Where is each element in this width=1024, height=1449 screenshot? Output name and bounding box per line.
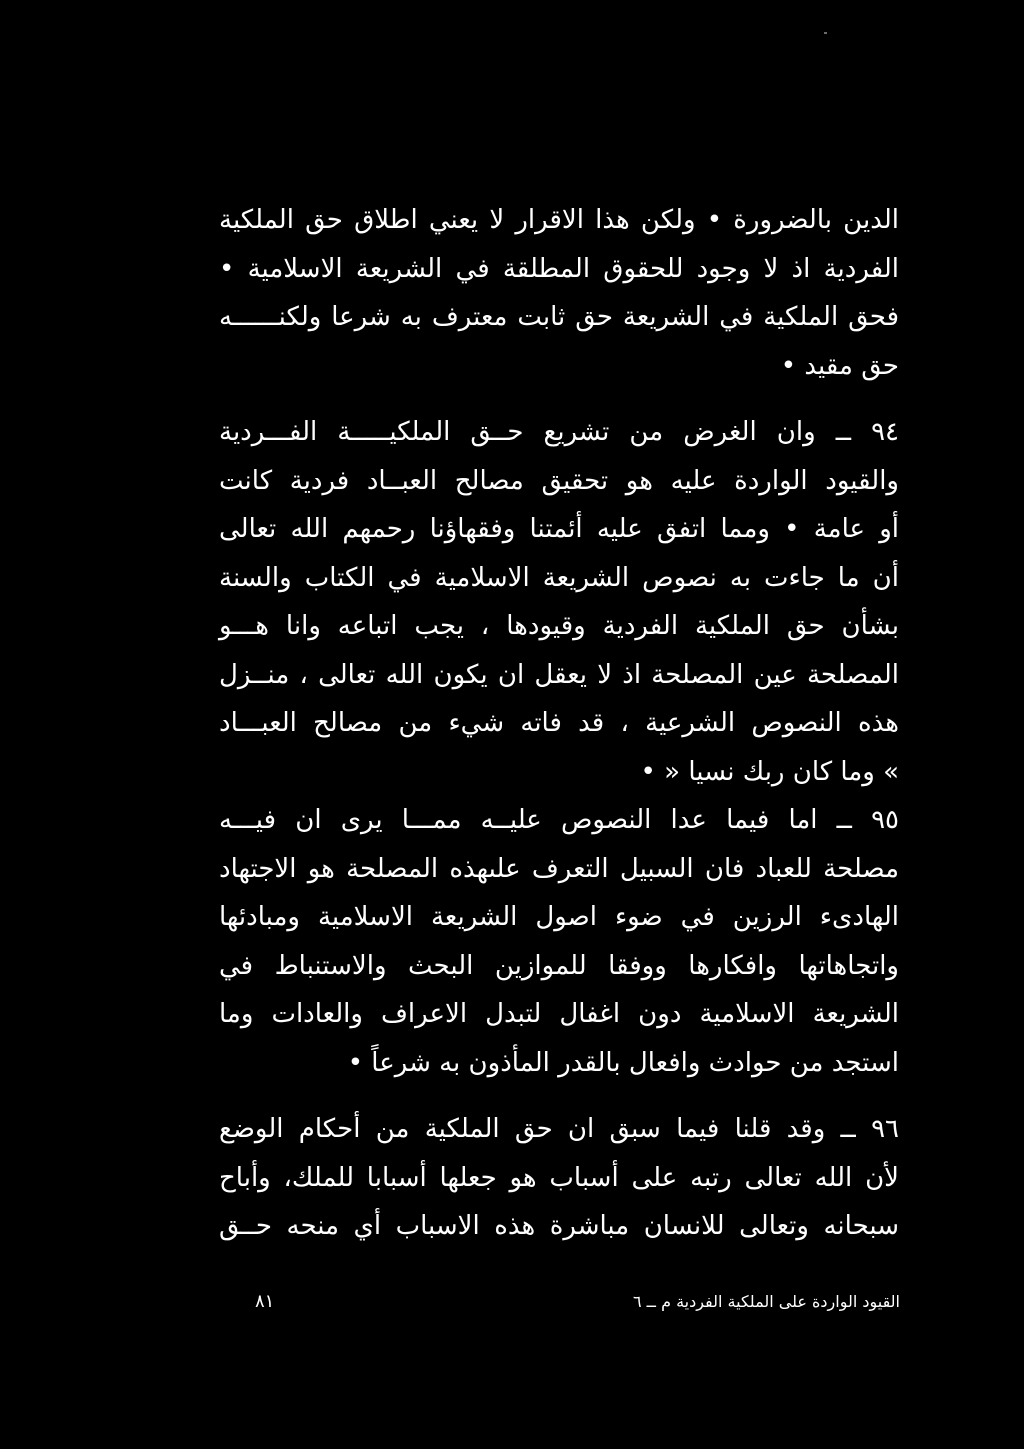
text-line: ٩٥ ــ اما فيما عدا النصوص عليــه ممـــا يرى ان فيـــه [219, 805, 899, 835]
paragraph-95 [219, 796, 899, 1087]
page-number: ٨١ [255, 1290, 275, 1312]
text-line: الفردية اذ لا وجود للحقوق المطلقة في الشريعة الاسلامية • [219, 253, 899, 284]
text-line: الدين بالضرورة • ولكن هذا الاقرار لا يعني اطلاق حق الملكية [219, 205, 899, 235]
text-line: بشأن حق الملكية الفردية وقيودها ، يجب اتباعه وانا هـــو [219, 611, 899, 641]
text-line: المصلحة عين المصلحة اذ لا يعقل ان يكون الله تعالى ، منــزل [219, 659, 899, 690]
text-line: مصلحة للعباد فان السبيل التعرف علىهذه المصلحة هو الاجتهاد [219, 853, 899, 884]
text-line: » وما كان ربك نسيا « • [640, 756, 899, 787]
text-line: ٩٤ ــ وان الغرض من تشريع حــق الملكيـــــة الفـــردية [219, 417, 899, 447]
text-line: واتجاهاتها وافكارها ووفقا للموازين البحث والاستنباط في [219, 950, 899, 981]
text-line: استجد من حوادث وافعال بالقدر المأذون به شرعاً • [347, 1047, 899, 1078]
paragraph-94 [219, 408, 899, 796]
text-line: والقيود الواردة عليه هو تحقيق مصالح العبــاد فردية كانت [219, 465, 899, 496]
page-footer [255, 1286, 900, 1316]
text-line: الهادىء الرزين في ضوء اصول الشريعة الاسلامية ومبادئها [219, 902, 899, 932]
text-line: حق مقيد • [780, 350, 899, 381]
paragraph-intro [219, 196, 899, 390]
text-line: فحق الملكية في الشريعة حق ثابت معترف به شرعا ولكنــــــه [219, 302, 899, 332]
text-line: سبحانه وتعالى للانسان مباشرة هذه الاسباب أي منحه حــق [219, 1211, 899, 1241]
text-line: الشريعة الاسلامية دون اغفال لتبدل الاعراف والعادات وما [219, 999, 899, 1029]
text-line: ٩٦ ــ وقد قلنا فيما سبق ان حق الملكية من أحكام الوضع [219, 1114, 899, 1144]
text-line: أن ما جاءت به نصوص الشريعة الاسلامية في الكتاب والسنة [219, 562, 899, 593]
paragraph-96 [219, 1105, 899, 1251]
text-line: أو عامة • ومما اتفق عليه أئمتنا وفقهاؤنا رحمهم الله تعالى [219, 514, 899, 544]
running-title: القيود الواردة على الملكية الفردية م ــ ٦ [632, 1291, 900, 1311]
text-line: لأن الله تعالى رتبه على أسباب هو جعلها أسبابا للملك، وأباح [219, 1162, 899, 1193]
text-line: هذه النصوص الشرعية ، قد فاته شيء من مصالح العبـــاد [219, 708, 899, 738]
scan-artifact [824, 32, 827, 34]
